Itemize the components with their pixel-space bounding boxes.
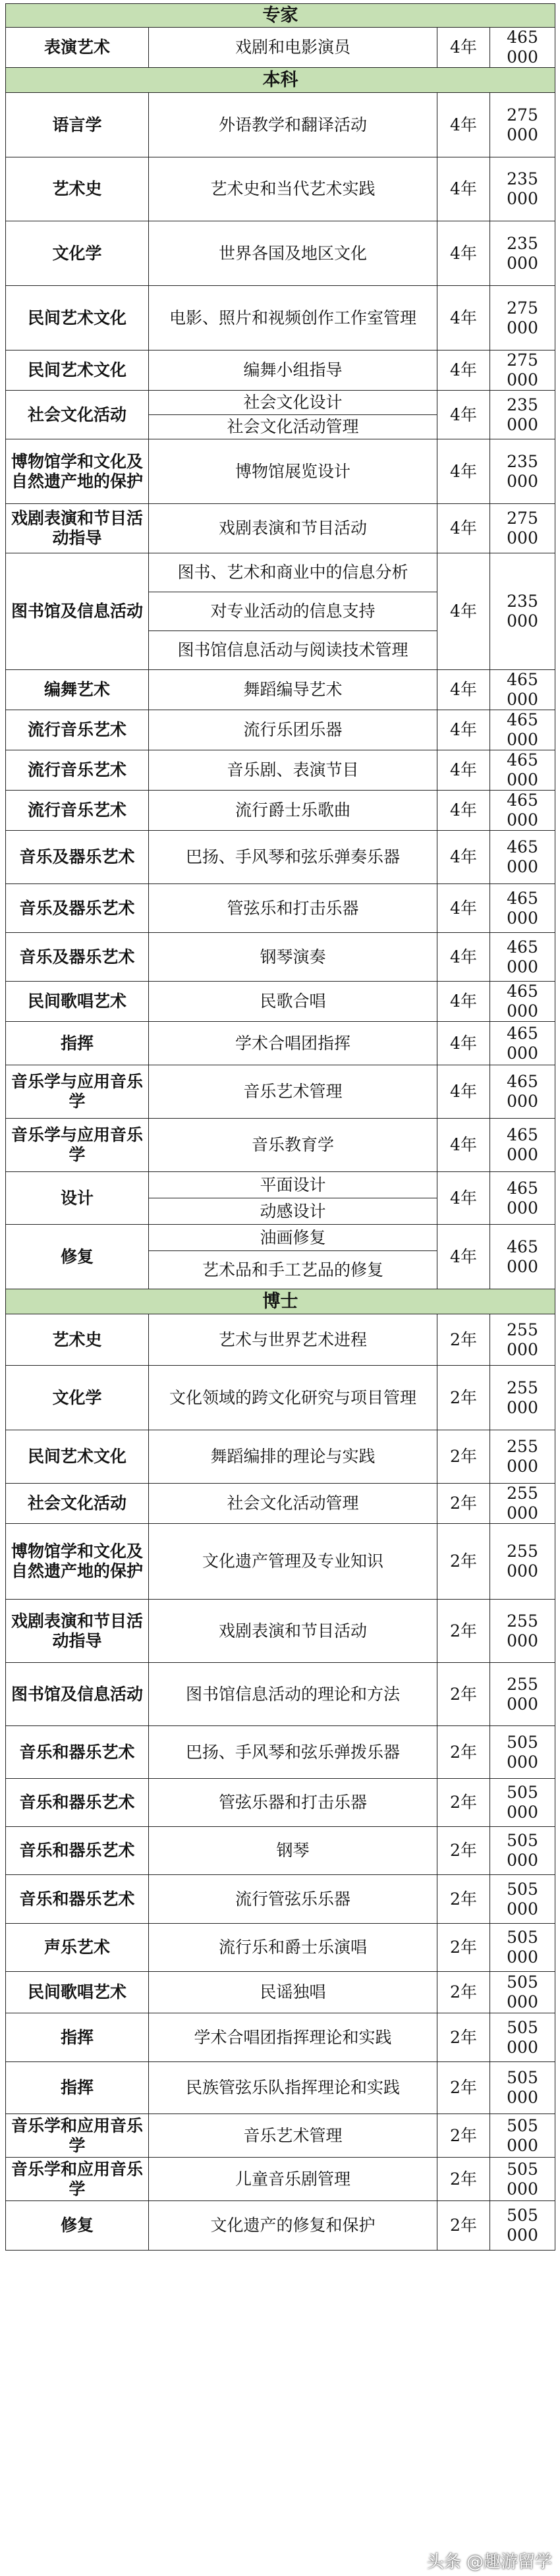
major-cell: 编舞艺术 [6, 670, 149, 710]
duration-cell: 4年 [437, 439, 490, 504]
program-cell: 戏剧表演和节目活动 [149, 504, 437, 553]
fee-cell: 465 000 [490, 1065, 555, 1119]
major-cell: 图书馆及信息活动 [6, 1663, 149, 1726]
table-row [6, 1779, 555, 1827]
duration-cell: 2年 [437, 1827, 490, 1875]
table-row [6, 391, 555, 415]
program-cell: 管弦乐和打击乐器 [149, 884, 437, 933]
major-cell: 音乐和器乐艺术 [6, 1726, 149, 1779]
duration-cell: 4年 [437, 391, 490, 439]
fee-cell: 465 000 [490, 750, 555, 791]
fee-cell: 255 000 [490, 1600, 555, 1663]
table-row [6, 982, 555, 1022]
table-row [6, 933, 555, 982]
fee-cell: 255 000 [490, 1524, 555, 1600]
program-cell: 电影、照片和视频创作工作室管理 [149, 286, 437, 350]
fee-cell: 505 000 [490, 1726, 555, 1779]
program-cell: 民谣独唱 [149, 1972, 437, 2013]
fee-cell: 465 000 [490, 791, 555, 831]
table-row [6, 553, 555, 592]
fee-cell: 465 000 [490, 884, 555, 933]
fee-cell: 465 000 [490, 670, 555, 710]
duration-cell: 2年 [437, 2114, 490, 2158]
major-cell: 修复 [6, 1225, 149, 1289]
table-row [6, 1663, 555, 1726]
program-cell: 世界各国及地区文化 [149, 221, 437, 286]
duration-cell: 2年 [437, 1366, 490, 1430]
major-cell: 民间艺术文化 [6, 286, 149, 350]
major-cell: 博物馆学和文化及自然遗产地的保护 [6, 439, 149, 504]
duration-cell: 4年 [437, 884, 490, 933]
table-row [6, 1366, 555, 1430]
table-row [6, 710, 555, 750]
duration-cell: 2年 [437, 1726, 490, 1779]
program-cell: 对专业活动的信息支持 [149, 592, 437, 631]
program-cell: 编舞小组指导 [149, 350, 437, 391]
duration-cell: 4年 [437, 1022, 490, 1065]
duration-cell: 4年 [437, 1225, 490, 1289]
fee-cell: 505 000 [490, 1924, 555, 1972]
program-cell: 艺术史和当代艺术实践 [149, 157, 437, 221]
table-row [6, 791, 555, 831]
table-row [6, 670, 555, 710]
table-row [6, 286, 555, 350]
program-cell: 民族管弦乐队指挥理论和实践 [149, 2062, 437, 2114]
table-row [6, 1972, 555, 2013]
fee-cell: 465 000 [490, 982, 555, 1022]
table-row [6, 2158, 555, 2201]
duration-cell: 4年 [437, 1172, 490, 1225]
fee-cell: 275 000 [490, 286, 555, 350]
major-cell: 音乐和器乐艺术 [6, 1827, 149, 1875]
major-cell: 音乐及器乐艺术 [6, 933, 149, 982]
fee-cell: 235 000 [490, 439, 555, 504]
fee-cell: 505 000 [490, 2062, 555, 2114]
program-cell: 民歌合唱 [149, 982, 437, 1022]
duration-cell: 2年 [437, 1875, 490, 1924]
table-row [6, 1600, 555, 1663]
fee-cell: 255 000 [490, 1430, 555, 1484]
duration-cell: 4年 [437, 982, 490, 1022]
fee-cell: 505 000 [490, 1827, 555, 1875]
fee-cell: 465 000 [490, 933, 555, 982]
fee-cell: 235 000 [490, 157, 555, 221]
major-cell: 音乐学和应用音乐学 [6, 2158, 149, 2201]
duration-cell: 4年 [437, 831, 490, 884]
table-row [6, 221, 555, 286]
fee-cell: 465 000 [490, 710, 555, 750]
duration-cell: 4年 [437, 553, 490, 670]
program-cell: 戏剧表演和节目活动 [149, 1600, 437, 1663]
table-row [6, 93, 555, 157]
program-cell: 音乐教育学 [149, 1119, 437, 1172]
major-cell: 表演艺术 [6, 28, 149, 68]
duration-cell: 4年 [437, 157, 490, 221]
section-title: 专家 [6, 4, 555, 28]
program-cell: 戏剧和电影演员 [149, 28, 437, 68]
fee-cell: 255 000 [490, 1663, 555, 1726]
table-row [6, 28, 555, 68]
table-row [6, 2114, 555, 2158]
major-cell: 文化学 [6, 221, 149, 286]
watermark: 头条 @趣游留学 [426, 2552, 552, 2572]
major-cell: 指挥 [6, 2013, 149, 2062]
major-cell: 文化学 [6, 1366, 149, 1430]
duration-cell: 2年 [437, 1430, 490, 1484]
table-row [6, 157, 555, 221]
program-cell: 平面设计 [149, 1172, 437, 1198]
fee-cell: 505 000 [490, 2114, 555, 2158]
duration-cell: 2年 [437, 1972, 490, 2013]
major-cell: 社会文化活动 [6, 391, 149, 439]
program-cell: 油画修复 [149, 1225, 437, 1251]
major-cell: 艺术史 [6, 1314, 149, 1366]
table-row [6, 2013, 555, 2062]
section-title: 博士 [6, 1289, 555, 1314]
table-row [6, 1065, 555, 1119]
duration-cell: 2年 [437, 2062, 490, 2114]
program-cell: 外语教学和翻译活动 [149, 93, 437, 157]
table-row [6, 1875, 555, 1924]
program-cell: 博物馆展览设计 [149, 439, 437, 504]
duration-cell: 4年 [437, 504, 490, 553]
major-cell: 指挥 [6, 2062, 149, 2114]
duration-cell: 2年 [437, 1779, 490, 1827]
fee-cell: 235 000 [490, 391, 555, 439]
major-cell: 戏剧表演和节目活动指导 [6, 504, 149, 553]
program-cell: 流行乐团乐器 [149, 710, 437, 750]
program-cell: 图书馆信息活动与阅读技术管理 [149, 631, 437, 670]
major-cell: 指挥 [6, 1022, 149, 1065]
table-row [6, 439, 555, 504]
fee-cell: 275 000 [490, 504, 555, 553]
duration-cell: 4年 [437, 286, 490, 350]
fee-cell: 255 000 [490, 1366, 555, 1430]
major-cell: 社会文化活动 [6, 1484, 149, 1524]
fee-cell: 235 000 [490, 221, 555, 286]
program-cell: 流行管弦乐乐器 [149, 1875, 437, 1924]
major-cell: 流行音乐艺术 [6, 791, 149, 831]
fee-cell: 275 000 [490, 350, 555, 391]
duration-cell: 2年 [437, 1600, 490, 1663]
fee-cell: 465 000 [490, 1172, 555, 1225]
duration-cell: 4年 [437, 350, 490, 391]
duration-cell: 2年 [437, 1314, 490, 1366]
section-title: 本科 [6, 68, 555, 93]
program-cell: 学术合唱团指挥 [149, 1022, 437, 1065]
duration-cell: 2年 [437, 2201, 490, 2251]
major-cell: 民间艺术文化 [6, 1430, 149, 1484]
section-header-row [6, 4, 555, 28]
table-row [6, 350, 555, 391]
table-row [6, 1119, 555, 1172]
table-row [6, 1524, 555, 1600]
program-cell: 艺术与世界艺术进程 [149, 1314, 437, 1366]
program-cell: 儿童音乐剧管理 [149, 2158, 437, 2201]
duration-cell: 2年 [437, 1484, 490, 1524]
major-cell: 流行音乐艺术 [6, 750, 149, 791]
fee-cell: 465 000 [490, 831, 555, 884]
programs-table [5, 3, 555, 2251]
table-row [6, 1484, 555, 1524]
duration-cell: 4年 [437, 93, 490, 157]
duration-cell: 2年 [437, 2013, 490, 2062]
fee-cell: 235 000 [490, 553, 555, 670]
program-cell: 社会文化活动管理 [149, 415, 437, 439]
major-cell: 图书馆及信息活动 [6, 553, 149, 670]
table-row [6, 1172, 555, 1198]
program-cell: 艺术品和手工艺品的修复 [149, 1251, 437, 1289]
major-cell: 音乐学和应用音乐学 [6, 2114, 149, 2158]
major-cell: 音乐及器乐艺术 [6, 884, 149, 933]
program-cell: 舞蹈编导艺术 [149, 670, 437, 710]
program-cell: 文化遗产的修复和保护 [149, 2201, 437, 2251]
program-cell: 钢琴 [149, 1827, 437, 1875]
fee-cell: 505 000 [490, 1779, 555, 1827]
duration-cell: 2年 [437, 1663, 490, 1726]
section-header-row [6, 68, 555, 93]
program-cell: 社会文化活动管理 [149, 1484, 437, 1524]
major-cell: 语言学 [6, 93, 149, 157]
duration-cell: 4年 [437, 710, 490, 750]
major-cell: 音乐和器乐艺术 [6, 1779, 149, 1827]
duration-cell: 4年 [437, 670, 490, 710]
fee-cell: 255 000 [490, 1314, 555, 1366]
major-cell: 博物馆学和文化及自然遗产地的保护 [6, 1524, 149, 1600]
major-cell: 声乐艺术 [6, 1924, 149, 1972]
duration-cell: 4年 [437, 791, 490, 831]
program-cell: 社会文化设计 [149, 391, 437, 415]
program-cell: 钢琴演奏 [149, 933, 437, 982]
fee-cell: 505 000 [490, 1972, 555, 2013]
program-cell: 图书、艺术和商业中的信息分析 [149, 553, 437, 592]
duration-cell: 4年 [437, 750, 490, 791]
table-row [6, 1726, 555, 1779]
table-row [6, 1827, 555, 1875]
program-cell: 巴扬、手风琴和弦乐弹拨乐器 [149, 1726, 437, 1779]
major-cell: 艺术史 [6, 157, 149, 221]
program-cell: 音乐剧、表演节目 [149, 750, 437, 791]
major-cell: 民间艺术文化 [6, 350, 149, 391]
program-cell: 巴扬、手风琴和弦乐弹奏乐器 [149, 831, 437, 884]
program-cell: 音乐艺术管理 [149, 2114, 437, 2158]
fee-cell: 505 000 [490, 1875, 555, 1924]
program-cell: 音乐艺术管理 [149, 1065, 437, 1119]
major-cell: 戏剧表演和节目活动指导 [6, 1600, 149, 1663]
major-cell: 流行音乐艺术 [6, 710, 149, 750]
fee-cell: 465 000 [490, 1022, 555, 1065]
table-row [6, 1314, 555, 1366]
program-cell: 学术合唱团指挥理论和实践 [149, 2013, 437, 2062]
table-row [6, 504, 555, 553]
major-cell: 音乐学与应用音乐学 [6, 1119, 149, 1172]
fee-cell: 465 000 [490, 1225, 555, 1289]
table-row [6, 1924, 555, 1972]
fee-cell: 465 000 [490, 1119, 555, 1172]
fee-cell: 465 000 [490, 28, 555, 68]
table-row [6, 884, 555, 933]
program-cell: 文化领域的跨文化研究与项目管理 [149, 1366, 437, 1430]
fee-cell: 505 000 [490, 2013, 555, 2062]
duration-cell: 4年 [437, 933, 490, 982]
table-row [6, 2201, 555, 2251]
duration-cell: 2年 [437, 2158, 490, 2201]
fee-cell: 505 000 [490, 2201, 555, 2251]
major-cell: 音乐及器乐艺术 [6, 831, 149, 884]
major-cell: 民间歌唱艺术 [6, 982, 149, 1022]
program-cell: 管弦乐器和打击乐器 [149, 1779, 437, 1827]
program-cell: 流行乐和爵士乐演唱 [149, 1924, 437, 1972]
duration-cell: 2年 [437, 1524, 490, 1600]
table-row [6, 1430, 555, 1484]
duration-cell: 4年 [437, 221, 490, 286]
major-cell: 音乐学与应用音乐学 [6, 1065, 149, 1119]
major-cell: 修复 [6, 2201, 149, 2251]
table-row [6, 750, 555, 791]
table-row [6, 831, 555, 884]
program-cell: 动感设计 [149, 1198, 437, 1225]
table-row [6, 1225, 555, 1251]
program-cell: 流行爵士乐歌曲 [149, 791, 437, 831]
program-cell: 文化遗产管理及专业知识 [149, 1524, 437, 1600]
program-cell: 图书馆信息活动的理论和方法 [149, 1663, 437, 1726]
major-cell: 音乐和器乐艺术 [6, 1875, 149, 1924]
fee-cell: 255 000 [490, 1484, 555, 1524]
duration-cell: 2年 [437, 1924, 490, 1972]
program-cell: 舞蹈编排的理论与实践 [149, 1430, 437, 1484]
table-row [6, 2062, 555, 2114]
major-cell: 民间歌唱艺术 [6, 1972, 149, 2013]
duration-cell: 4年 [437, 28, 490, 68]
fee-cell: 505 000 [490, 2158, 555, 2201]
table-row [6, 1022, 555, 1065]
duration-cell: 4年 [437, 1065, 490, 1119]
major-cell: 设计 [6, 1172, 149, 1225]
section-header-row [6, 1289, 555, 1314]
duration-cell: 4年 [437, 1119, 490, 1172]
fee-cell: 275 000 [490, 93, 555, 157]
